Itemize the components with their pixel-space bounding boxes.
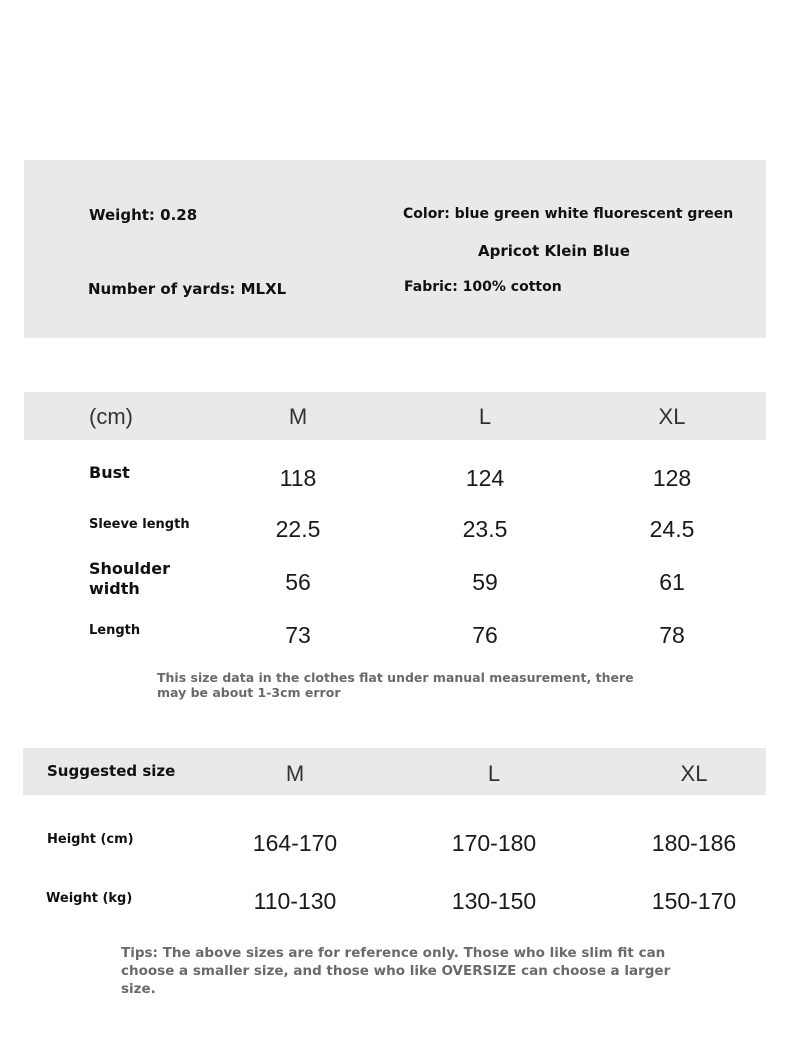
table-cell: 56 <box>285 569 311 595</box>
table-cell: 73 <box>285 622 311 648</box>
row-label-shoulder-width: Shoulder width <box>89 559 170 598</box>
table-cell: 23.5 <box>462 516 508 542</box>
color-spec-continued: Apricot Klein Blue <box>478 242 630 260</box>
table-cell: 61 <box>659 569 685 595</box>
column-header-l: L <box>478 404 492 429</box>
table-cell: 128 <box>652 465 692 491</box>
table-cell: 76 <box>472 622 498 648</box>
table-cell: 164-170 <box>252 830 338 856</box>
color-spec: Color: blue green white fluorescent green <box>403 206 734 222</box>
table-cell: 118 <box>279 465 317 491</box>
suggested-size-label: Suggested size <box>47 762 176 780</box>
unit-label: (cm) <box>89 404 133 429</box>
measurement-note: This size data in the clothes flat under manual measurement, there may be about 1-3cm error <box>157 670 634 700</box>
column-header-m: M <box>288 404 308 429</box>
yards-spec: Number of yards: MLXL <box>88 280 287 298</box>
suggested-header-l: L <box>487 761 501 786</box>
suggested-header-m: M <box>285 761 305 786</box>
table-cell: 150-170 <box>651 888 737 914</box>
size-tips: Tips: The above sizes are for reference only. Those who like slim fit can choose a smaller size, and those who like OVERSIZE can choose a larger size. <box>121 945 671 997</box>
fabric-spec: Fabric: 100% cotton <box>404 279 562 295</box>
row-label-sleeve-length: Sleeve length <box>89 517 190 532</box>
suggested-header-xl: XL <box>680 761 708 786</box>
column-header-xl: XL <box>658 404 686 429</box>
table-cell: 170-180 <box>451 830 537 856</box>
table-cell: 180-186 <box>651 830 737 856</box>
row-label-height: Height (cm) <box>47 832 134 847</box>
row-label-length: Length <box>89 623 141 638</box>
table-cell: 130-150 <box>451 888 537 914</box>
weight-spec: Weight: 0.28 <box>89 206 198 224</box>
row-label-weight: Weight (kg) <box>46 891 133 906</box>
row-label-bust: Bust <box>89 463 130 482</box>
table-cell: 22.5 <box>275 516 321 542</box>
table-cell: 110-130 <box>253 888 337 914</box>
table-cell: 24.5 <box>649 516 695 542</box>
product-specs-panel <box>24 160 766 338</box>
table-cell: 78 <box>659 622 685 648</box>
table-cell: 59 <box>472 569 498 595</box>
table-cell: 124 <box>465 465 505 491</box>
